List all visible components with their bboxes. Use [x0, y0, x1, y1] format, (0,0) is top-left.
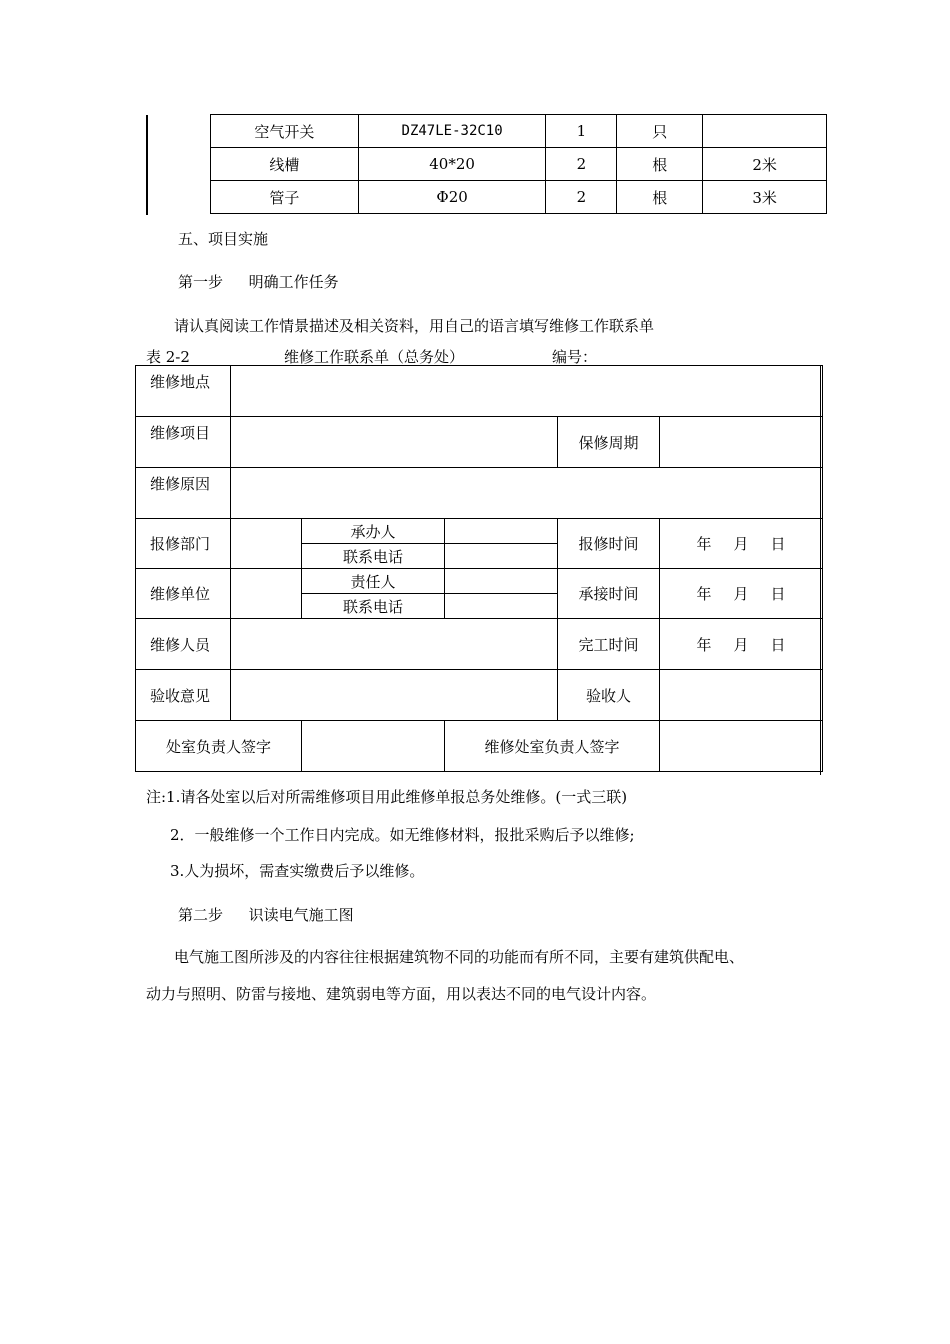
material-name: 管子	[211, 181, 359, 214]
repair-staff-field[interactable]	[231, 619, 558, 670]
material-note: 2米	[703, 148, 827, 181]
step2-heading	[178, 904, 354, 925]
step2-label: 第二步	[178, 906, 224, 924]
material-qty: 2	[546, 181, 617, 214]
step1-title: 明确工作任务	[248, 273, 339, 291]
material-name: 空气开关	[211, 115, 359, 148]
phone2-label: 联系电话	[302, 594, 445, 619]
table-row	[136, 366, 823, 417]
material-note	[703, 115, 827, 148]
instruction-text: 请认真阅读工作情景描述及相关资料，用自己的语言填写维修工作联系单	[174, 317, 655, 335]
accept-time-label: 承接时间	[558, 569, 660, 619]
table-row	[136, 670, 823, 721]
report-dept-field[interactable]	[231, 519, 302, 569]
handler-label: 承办人	[302, 519, 445, 544]
repair-unit-label: 维修单位	[136, 569, 231, 619]
material-unit: 根	[617, 148, 703, 181]
warranty-field[interactable]	[660, 417, 823, 468]
responsible-field[interactable]	[445, 569, 558, 594]
acceptance-opinion-label: 验收意见	[136, 670, 231, 721]
phone1-field[interactable]	[445, 544, 558, 569]
step1-heading	[178, 271, 339, 292]
material-spec: 40*20	[358, 148, 546, 181]
table-row	[136, 721, 823, 772]
month-label: 月	[733, 585, 749, 603]
repair-unit-field[interactable]	[231, 569, 302, 619]
repair-contact-form	[135, 365, 823, 772]
dept-head-sign-label: 处室负责人签字	[136, 721, 302, 772]
month-label: 月	[733, 635, 749, 654]
form-number-label: 编号：	[552, 348, 598, 366]
step1-label: 第一步	[178, 273, 224, 291]
reason-label: 维修原因	[136, 468, 231, 519]
location-field[interactable]	[231, 366, 823, 417]
acceptor-field[interactable]	[660, 670, 823, 721]
phone2-field[interactable]	[445, 594, 558, 619]
acceptor-label: 验收人	[558, 670, 660, 721]
form-table-number: 表 2-2	[146, 348, 190, 366]
year-label: 年	[696, 635, 712, 654]
item-field[interactable]	[231, 417, 558, 468]
report-dept-label: 报修部门	[136, 519, 231, 569]
item-label: 维修项目	[136, 417, 231, 468]
dept-head-sign-field[interactable]	[302, 721, 445, 772]
material-name: 线槽	[211, 148, 359, 181]
day-label: 日	[770, 635, 786, 654]
table-row	[136, 569, 823, 594]
repair-head-sign-field[interactable]	[660, 721, 823, 772]
material-spec: DZ47LE-32C10	[358, 115, 546, 148]
materials-table	[210, 114, 827, 214]
table-row	[136, 468, 823, 519]
reason-field[interactable]	[231, 468, 823, 519]
day-label: 日	[770, 535, 786, 553]
table-row	[211, 115, 827, 148]
material-note: 3米	[703, 181, 827, 214]
report-time-field[interactable]	[660, 519, 823, 569]
material-spec: Φ20	[358, 181, 546, 214]
acceptance-opinion-field[interactable]	[231, 670, 558, 721]
month-label: 月	[733, 535, 749, 553]
material-unit: 根	[617, 181, 703, 214]
table-row	[211, 181, 827, 214]
year-label: 年	[696, 535, 712, 553]
paragraph-line-1: 电气施工图所涉及的内容往往根据建筑物不同的功能而有所不同，主要有建筑供配电、	[174, 948, 745, 966]
repair-staff-label: 维修人员	[136, 619, 231, 670]
note-3: 3.人为损坏，需查实缴费后予以维修。	[170, 862, 425, 880]
table-row	[211, 148, 827, 181]
margin-bar	[146, 115, 148, 215]
handler-field[interactable]	[445, 519, 558, 544]
material-qty: 1	[546, 115, 617, 148]
year-label: 年	[696, 585, 712, 603]
day-label: 日	[770, 585, 786, 603]
responsible-label: 责任人	[302, 569, 445, 594]
location-label: 维修地点	[136, 366, 231, 417]
note-1: 注:1.请各处室以后对所需维修项目用此维修单报总务处维修。(一式三联)	[146, 788, 628, 806]
note-2: 2．一般维修一个工作日内完成。如无维修材料，报批采购后予以维修;	[170, 826, 635, 844]
table-row	[136, 519, 823, 544]
report-time-label: 报修时间	[558, 519, 660, 569]
warranty-label: 保修周期	[558, 417, 660, 468]
step2-title: 识读电气施工图	[248, 906, 354, 924]
table-row	[136, 417, 823, 468]
paragraph-line-2: 动力与照明、防雷与接地、建筑弱电等方面，用以表达不同的电气设计内容。	[146, 985, 657, 1003]
section-heading: 五、项目实施	[178, 230, 269, 248]
finish-time-label: 完工时间	[558, 619, 660, 670]
accept-time-field[interactable]	[660, 569, 823, 619]
form-title: 维修工作联系单（总务处）	[284, 348, 465, 366]
repair-head-sign-label: 维修处室负责人签字	[445, 721, 660, 772]
finish-time-field[interactable]	[660, 619, 823, 670]
material-qty: 2	[546, 148, 617, 181]
table-row	[136, 619, 823, 670]
phone1-label: 联系电话	[302, 544, 445, 569]
material-unit: 只	[617, 115, 703, 148]
